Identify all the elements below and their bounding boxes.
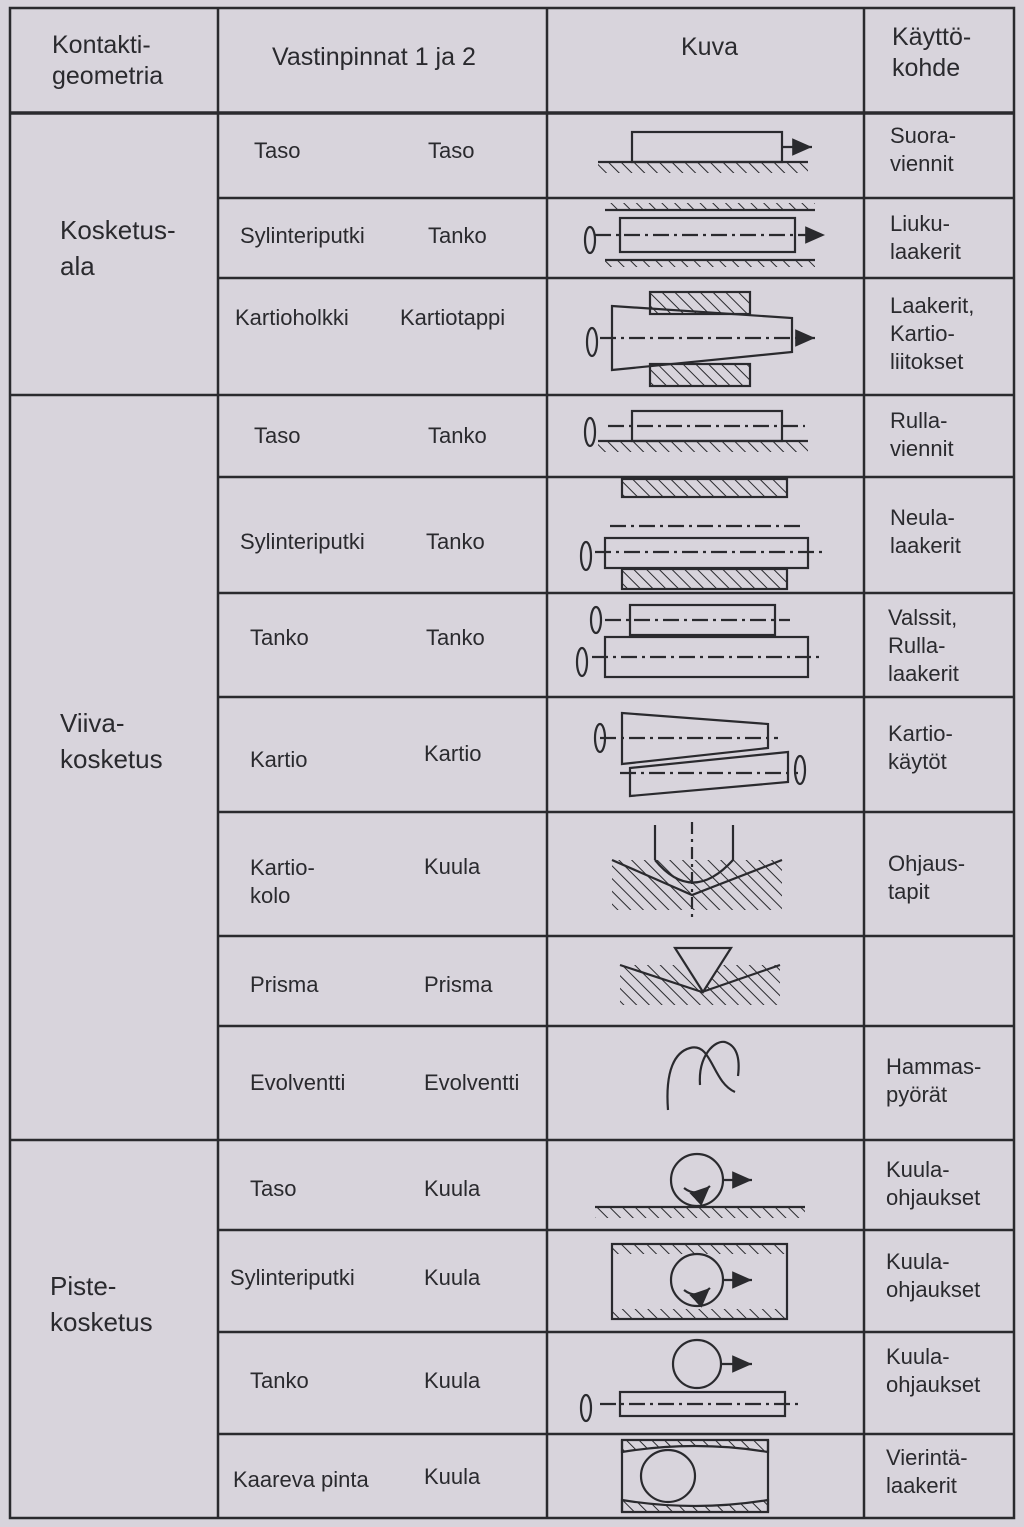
row-0-surface-2: Taso xyxy=(428,138,475,163)
row-12-application: Kuula- ohjaukset xyxy=(886,1344,981,1397)
figure-ball-in-race xyxy=(622,1440,768,1512)
figure-rod-in-tube xyxy=(585,203,825,267)
row-1-surface-2: Tanko xyxy=(428,223,487,248)
header-image: Kuva xyxy=(681,33,738,61)
row-7-application: Ohjaus- tapit xyxy=(888,851,966,904)
row-1-surface-1: Sylinteriputki xyxy=(240,223,365,248)
row-4-surface-1: Sylinteriputki xyxy=(240,529,365,554)
figure-ball-on-plane xyxy=(595,1154,805,1218)
header-surfaces: Vastinpinnat 1 ja 2 xyxy=(272,43,476,71)
figure-ball-on-rod xyxy=(581,1340,800,1421)
row-13-surface-2: Kuula xyxy=(424,1464,481,1489)
row-8-surface-2: Prisma xyxy=(424,972,493,997)
figure-needle-bearing xyxy=(581,479,822,589)
row-0-application: Suora- viennit xyxy=(890,123,957,176)
row-1-application: Liuku- laakerit xyxy=(890,211,961,264)
group-area-contact: Kosketus- ala xyxy=(60,215,176,281)
row-3-application: Rulla- viennit xyxy=(890,408,954,461)
figure-two-rods xyxy=(577,605,822,677)
row-10-surface-1: Taso xyxy=(250,1176,297,1201)
row-5-surface-1: Tanko xyxy=(250,625,309,650)
header-application: Käyttö- kohde xyxy=(892,23,972,82)
figure-sliding-block xyxy=(598,132,812,173)
row-12-surface-2: Kuula xyxy=(424,1368,481,1393)
row-12-surface-1: Tanko xyxy=(250,1368,309,1393)
row-2-application: Laakerit, Kartio- liitokset xyxy=(890,293,975,374)
figure-two-cones xyxy=(595,713,805,796)
figure-prism-in-v xyxy=(620,948,780,1005)
group-line-contact: Viiva- kosketus xyxy=(60,708,163,774)
row-4-surface-2: Tanko xyxy=(426,529,485,554)
figure-ball-in-cone xyxy=(612,822,782,918)
row-13-surface-1: Kaareva pinta xyxy=(233,1467,369,1492)
row-0-surface-1: Taso xyxy=(254,138,301,163)
figure-ball-in-tube xyxy=(612,1244,787,1319)
row-9-surface-1: Evolventti xyxy=(250,1070,346,1095)
row-13-application: Vierintä- laakerit xyxy=(886,1445,968,1498)
header-contact-geometry: Kontakti- geometria xyxy=(52,31,164,90)
row-9-surface-2: Evolventti xyxy=(424,1070,520,1095)
row-2-surface-1: Kartioholkki xyxy=(235,305,349,330)
row-11-surface-2: Kuula xyxy=(424,1265,481,1290)
row-10-application: Kuula- ohjaukset xyxy=(886,1157,981,1210)
row-8-surface-1: Prisma xyxy=(250,972,319,997)
row-11-application: Kuula- ohjaukset xyxy=(886,1249,981,1302)
figure-rod-on-plane xyxy=(585,411,808,452)
row-6-application: Kartio- käytöt xyxy=(888,721,953,774)
group-point-contact: Piste- kosketus xyxy=(50,1271,153,1337)
row-4-application: Neula- laakerit xyxy=(890,505,961,558)
row-3-surface-1: Taso xyxy=(254,423,301,448)
row-5-surface-2: Tanko xyxy=(426,625,485,650)
row-3-surface-2: Tanko xyxy=(428,423,487,448)
figure-involute-curves xyxy=(667,1042,738,1110)
row-10-surface-2: Kuula xyxy=(424,1176,481,1201)
row-6-surface-1: Kartio xyxy=(250,747,308,772)
row-2-surface-2: Kartiotappi xyxy=(400,305,506,330)
row-6-surface-2: Kartio xyxy=(424,741,482,766)
row-7-surface-1: Kartio- kolo xyxy=(250,855,315,908)
row-5-application: Valssit, Rulla- laakerit xyxy=(888,605,959,686)
row-11-surface-1: Sylinteriputki xyxy=(230,1265,355,1290)
figure-cone-in-bushing xyxy=(587,292,815,386)
row-9-application: Hammas- pyörät xyxy=(886,1054,982,1107)
row-7-surface-2: Kuula xyxy=(424,854,481,879)
